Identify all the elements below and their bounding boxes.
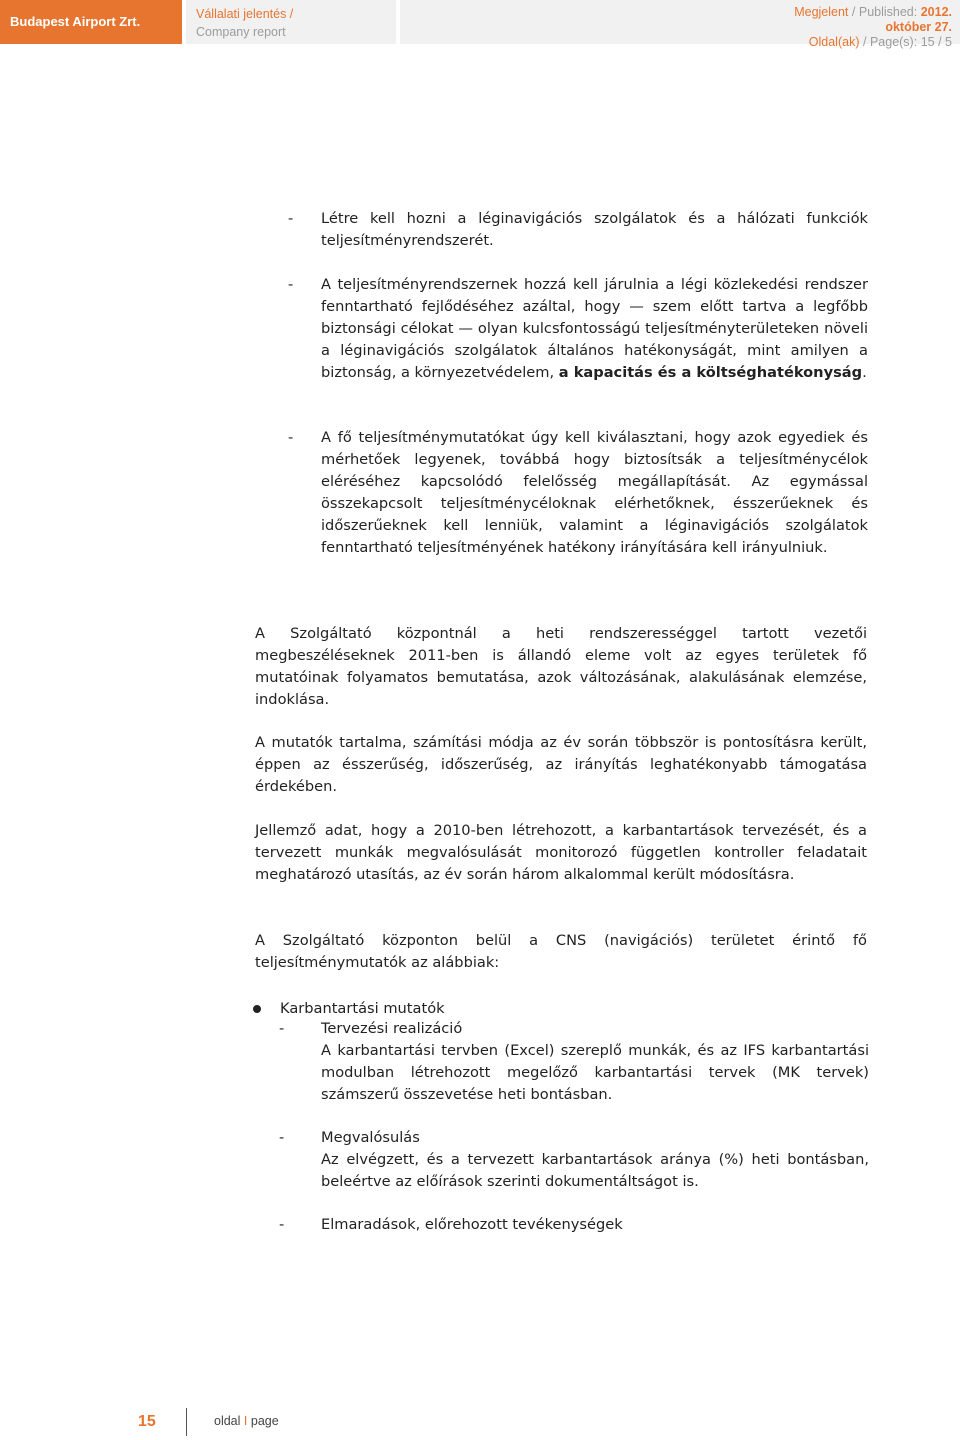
sub-list-item [279,1127,869,1193]
body-paragraph: Jellemző adat, hogy a 2010-ben létrehozott, a karbantartások tervezését, és a tervezett munkák megvalósulását monitorozó független kontroller feladatait meghatározó utasítás, az év során három alkalommal került módosításra. [255,822,867,883]
list-item-text: A fő teljesítménymutatókat úgy kell kiválasztani, hogy azok egyediek és mérhetőek legyenek, továbbá hogy biztosítsák a teljesítménycélok eléréséhez kapcsolódó felelősség megállapítását. Az egymással összekapcsolt teljesítménycéloknak elérhetőknek, ésszerűeknek és időszerűeknek kell lenniük, valamint a léginavigációs szolgálatok fenntartható teljesítményének hatékony irányítására kell irányulniuk. [321,429,868,556]
publication-info [760,0,960,49]
footer-divider [186,1408,187,1436]
pages-slash: / [938,35,942,49]
sub-item-title: Elmaradások, előrehozott tevékenységek [321,1216,623,1233]
published-date: október 27. [885,20,952,34]
footer-label-hu: oldal [214,1414,241,1428]
sub-item-description: A karbantartási tervben (Excel) szereplő munkák, és az IFS karbantartási modulban létrehozott megelőző karbantartási tervek (MK tervek) számszerű összevetése heti bontásban. [321,1042,869,1103]
report-type-hu: Vállalati jelentés / [196,7,294,21]
list-dash: - [288,276,294,293]
body-paragraph: A Szolgáltató központnál a heti rendszerességgel tartott vezetői megbeszéléseknek 2011-ben is állandó eleme volt az egyes területek fő mutatóinak folyamatos bemutatása, azok változásának, alakulásának elemzése, indoklása. [255,625,867,708]
footer-label-en: page [250,1414,279,1428]
sub-list-dash: - [279,1216,285,1233]
bullet-dot-icon [253,1005,261,1013]
company-name: Budapest Airport Zrt. [0,0,182,44]
published-label-en: Published: [858,5,918,19]
published-label-hu: Megjelent [794,5,849,19]
sub-item-description: Az elvégzett, és a tervezett karbantartások aránya (%) heti bontásban, beleértve az előírások szerinti dokumentáltságot is. [321,1151,869,1190]
footer-page-label [214,1414,279,1428]
list-item-text-plain: A teljesítményrendszernek hozzá kell járulnia a légi közlekedési rendszer fenntartható fejlődéséhez azáltal, hogy — szem előtt tartva a legfőbb biztonsági célokat — olyan kulcsfontosságú teljesítményterületeken növeli a léginavigációs szolgálatok általános hatékonyságát, mint amilyen a biztonság, a környezetvédelem, [321,276,868,381]
sub-item-title: Megvalósulás [321,1129,420,1146]
list-item-text: Létre kell hozni a léginavigációs szolgálatok és a hálózati funkciók teljesítményrendszerét. [321,210,868,249]
list-dash: - [288,429,294,446]
page-current: 15 [920,35,935,49]
body-paragraph: A Szolgáltató központon belül a CNS (navigációs) területet érintő fő teljesítménymutatók az alábbiak: [255,932,867,971]
sub-list-dash: - [279,1129,285,1146]
list-dash: - [288,210,294,227]
footer-label-separator: I [243,1414,248,1428]
footer-page-number: 15 [138,1413,156,1430]
report-type [186,0,396,44]
list-item [288,208,868,252]
sub-item-title: Tervezési realizáció [321,1020,463,1037]
bullet-label: Karbantartási mutatók [280,1000,445,1017]
pages-label-en: Page(s): [869,35,918,49]
pages-label-hu: Oldal(ak) [808,35,860,49]
sub-list-dash: - [279,1020,285,1037]
report-type-en: Company report [196,25,286,39]
page-header [0,0,960,49]
pages-separator: / [862,35,867,49]
body-paragraph: A mutatók tartalma, számítási módja az év során többször is pontosításra került, éppen az ésszerűség, időszerűség, az irányítás leghatékonyabb támogatása érdekében. [255,734,867,795]
published-separator: / [851,5,856,19]
list-item-text-bold: a kapacitás és a költséghatékonyság [558,364,863,381]
bullet-item [253,998,873,1020]
header-spacer [400,0,760,44]
pages-total: 5 [945,35,952,49]
list-item [288,274,868,384]
published-year: 2012. [920,5,952,19]
sub-list-item [279,1018,869,1106]
list-item-text-end: . [862,364,867,381]
sub-list-item [279,1214,869,1236]
list-item [288,427,868,559]
list-item-text [321,274,868,384]
